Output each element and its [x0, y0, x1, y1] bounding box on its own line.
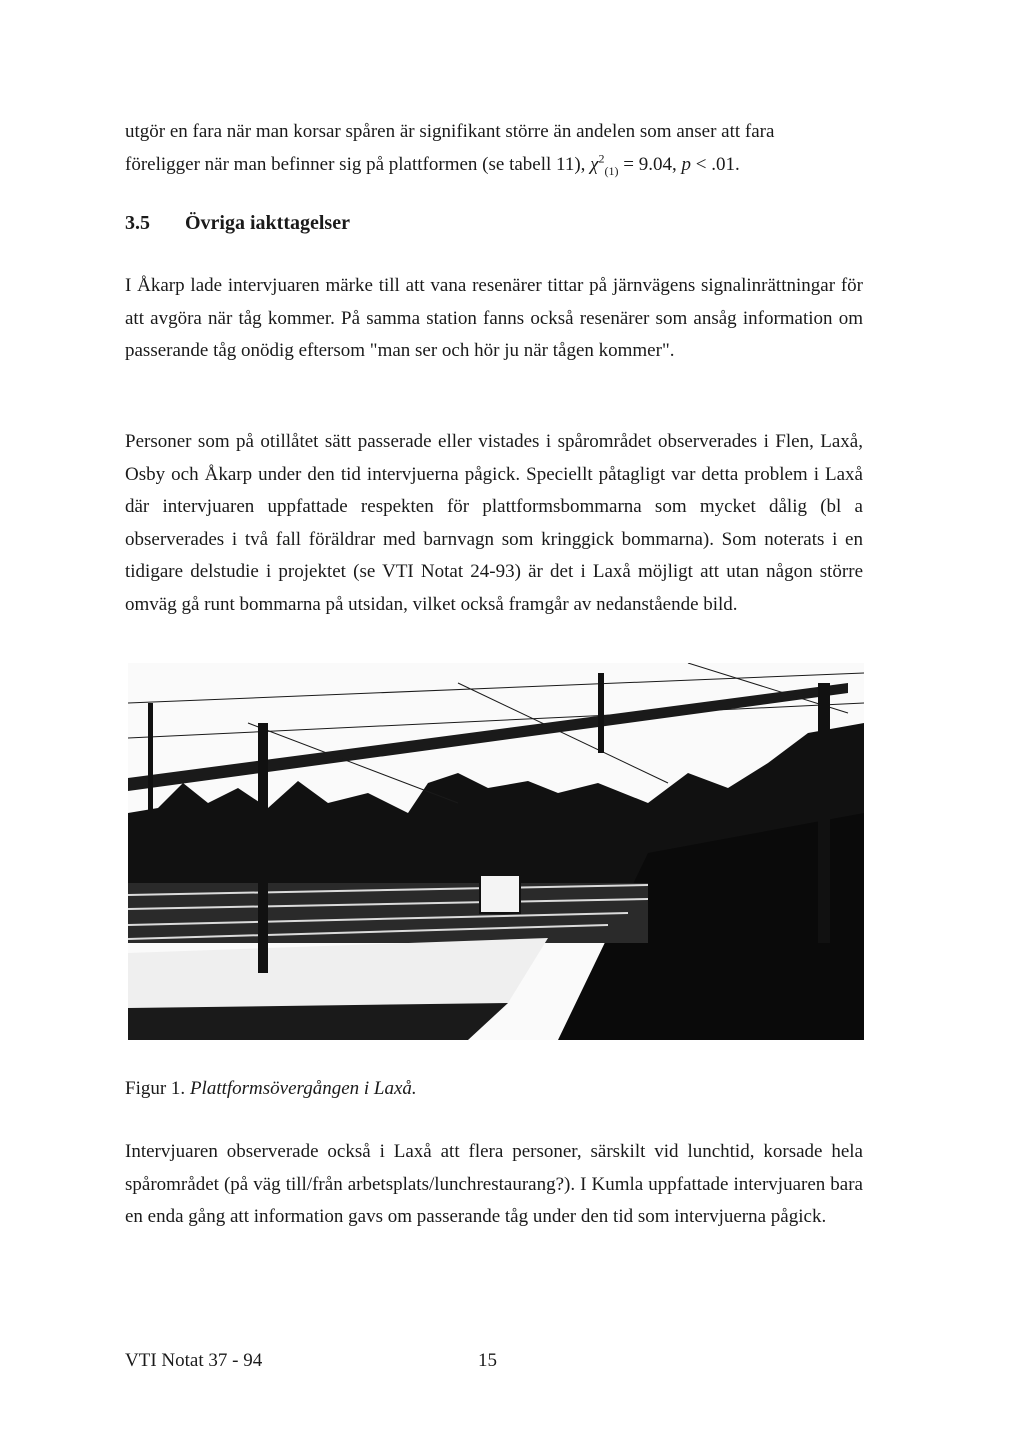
intro-line-1: utgör en fara när man korsar spåren är signifikant större än andelen som anser att fara: [125, 121, 775, 142]
intro-line-2: föreligger när man befinner sig på plattformen (se tabell 11),: [125, 153, 586, 175]
paragraph-akarp: I Åkarp lade intervjuaren märke till att vana resenärer tittar på järnvägens signalinrättningar för att avgöra när tåg kommer. På samma station fanns också resenärer som ansåg information om passerande tåg onödig eftersom "man ser och hör ju när tågen kommer".: [125, 275, 863, 361]
chi-symbol: χ: [590, 153, 599, 175]
section-number: 3.5: [125, 212, 150, 234]
paragraph-laxa: Personer som på otillåtet sätt passerade eller vistades i spårområdet observerades i Flen, Laxå, Osby och Åkarp under den tid intervjuerna pågick. Speciellt påtagligt var detta problem i Laxå där intervjuaren uppfattade respekten för plattformsbommarna som mycket dålig (bl a observerades i två fall föräldrar med barnvagn som kringgick bommarna). Som noterats i en tidigare delstudie i projektet (se VTI Notat 24-93) är det i Laxå möjligt att utan någon större omväg gå runt bommarna på utsidan, vilket också framgår av nedanstående bild.: [125, 431, 863, 615]
railway-crossing-photo: [128, 663, 864, 1040]
chi-superscript: 2: [598, 151, 605, 166]
figure-title: Plattformsövergången i Laxå.: [189, 1078, 417, 1099]
chi-subscript: (1): [604, 163, 619, 178]
chi-square-stat: [590, 151, 740, 178]
footer-page-number: 15: [478, 1350, 497, 1371]
paragraph-kumla: Intervjuaren observerade också i Laxå att flera personer, särskilt vid lunchtid, korsade hela spårområdet (på väg till/från arbetsplats/lunchrestaurang?). I Kumla uppfattade intervjuaren bara en enda gång att information gavs om passerande tåg under den tid som intervjuerna pågick.: [125, 1141, 863, 1227]
figure-label: Figur 1.: [125, 1078, 186, 1099]
p-value: < .01.: [690, 153, 740, 175]
figure-caption: [125, 1078, 417, 1100]
paragraph-intro: [125, 116, 863, 181]
footer-document-id: VTI Notat 37 - 94: [125, 1350, 263, 1371]
section-heading: [125, 212, 350, 235]
p-variable: p: [681, 153, 691, 175]
stat-value: = 9.04,: [618, 153, 682, 175]
section-title: Övriga iakttagelser: [185, 212, 350, 234]
